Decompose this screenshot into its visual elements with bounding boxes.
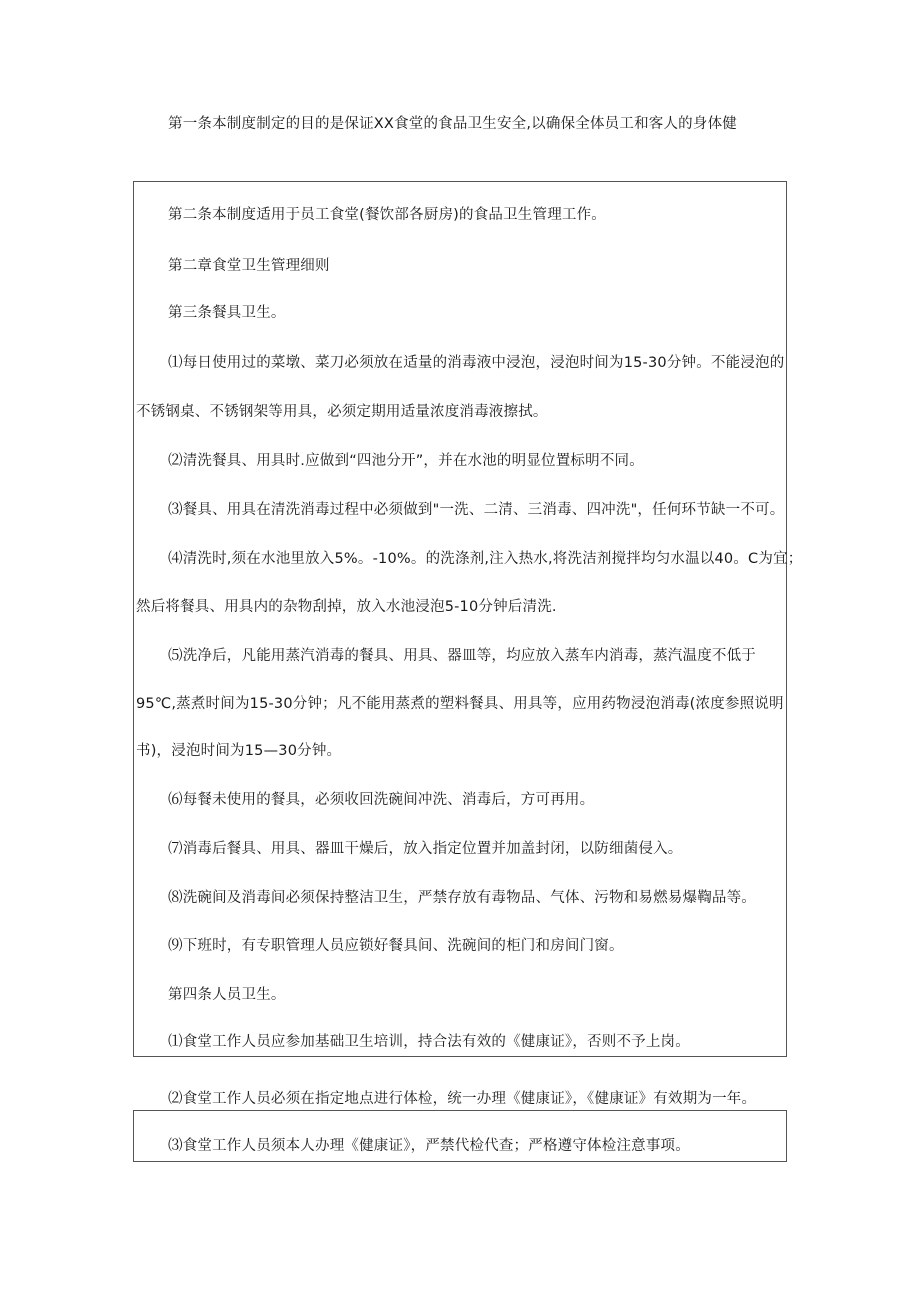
intro-line: 第一条本制度制定的目的是保证XX食堂的食品卫生安全,以确保全体员工和客人的身体健 xyxy=(168,116,737,132)
item-5-line-3: 书)，浸泡时间为15—30分钟。 xyxy=(136,743,342,759)
item-9-line: ⑼下班时，有专职管理人员应锁好餐具间、洗碗间的柜门和房间门窗。 xyxy=(168,938,624,954)
item-1-line-2: 不锈钢桌、不锈钢架等用具，必须定期用适量浓度消毒液擦拭。 xyxy=(136,404,548,420)
item-4-line-2: 然后将餐具、用具内的杂物刮掉，放入水池浸泡5-10分钟后清洗. xyxy=(136,599,557,615)
item-2-line: ⑵清洗餐具、用具时.应做到“四池分开”，并在水池的明显位置标明不同。 xyxy=(168,453,644,469)
personnel-item-2-line: ⑵食堂工作人员必须在指定地点进行体检，统一办理《健康证》，《健康证》有效期为一年。 xyxy=(168,1091,757,1107)
item-6-line: ⑹每餐未使用的餐具，必须收回洗碗间冲洗、消毒后，方可再用。 xyxy=(168,792,595,808)
article-3-heading: 第三条餐具卫生。 xyxy=(168,305,286,321)
article-2-line: 第二条本制度适用于员工食堂(餐饮部各厨房)的食品卫生管理工作。 xyxy=(168,207,607,223)
item-8-line: ⑻洗碗间及消毒间必须保持整洁卫生，严禁存放有毒物品、气体、污物和易燃易爆鞫品等。 xyxy=(168,890,756,906)
chapter-2-heading: 第二章食堂卫生管理细则 xyxy=(168,258,330,274)
item-7-line: ⑺消毒后餐具、用具、器皿干燥后，放入指定位置并加盖封闭，以防细菌侵入。 xyxy=(168,841,683,857)
item-5-line-1: ⑸洗净后，凡能用蒸汽消毒的餐具、用具、器皿等，均应放入蒸车内消毒，蒸汽温度不低于 xyxy=(168,648,756,664)
item-1-line-1: ⑴每日使用过的菜墩、菜刀必须放在适量的消毒液中浸泡，浸泡时间为15-30分钟。不能浸泡的 xyxy=(168,355,785,371)
item-4-line-1: ⑷清洗时,须在水池里放入5%。-10%。的洗涤剂,注入热水,将洗洁剂搅拌均匀水温以40。C为宜； xyxy=(168,551,803,567)
item-3-line: ⑶餐具、用具在清洗消毒过程中必须做到"一洗、二清、三消毒、四冲洗"，任何环节缺一不可。 xyxy=(168,502,785,518)
personnel-item-1-line: ⑴食堂工作人员应参加基础卫生培训，持合法有效的《健康证》，否则不予上岗。 xyxy=(168,1034,690,1050)
article-4-heading: 第四条人员卫生。 xyxy=(168,987,286,1003)
personnel-item-3-line: ⑶食堂工作人员须本人办理《健康证》，严禁代检代查；严格遵守体检注意事项。 xyxy=(168,1138,690,1154)
item-5-line-2: 95℃,蒸煮时间为15-30分钟；凡不能用蒸煮的塑料餐具、用具等，应用药物浸泡消毒(浓度参照说明 xyxy=(136,696,784,712)
